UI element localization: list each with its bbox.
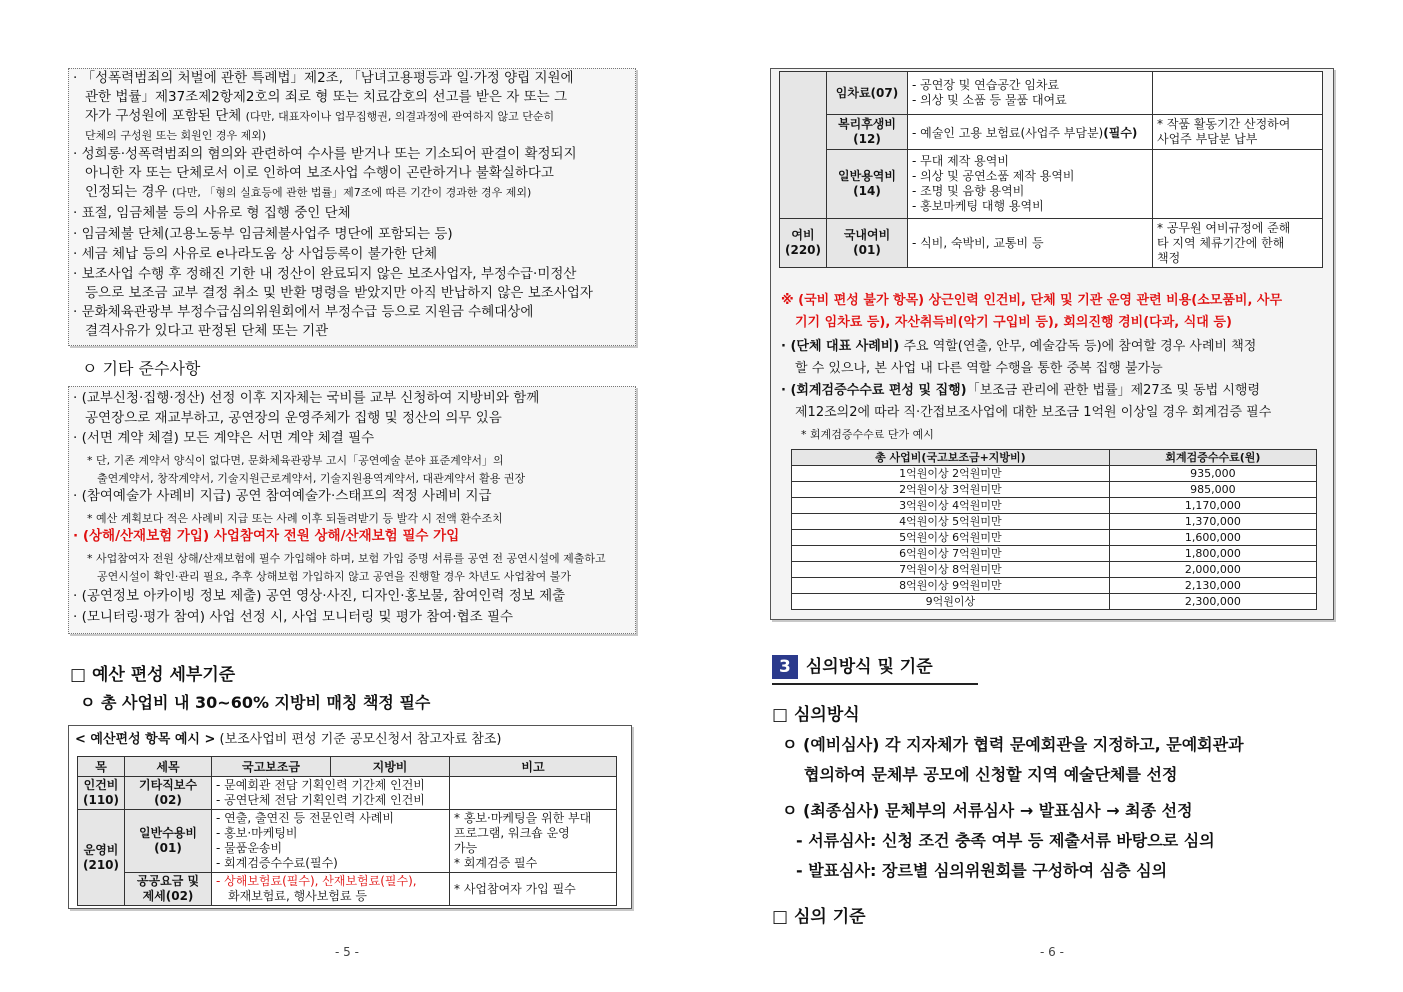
fee-range: 1억원이상 2억원미만 (792, 466, 1110, 482)
table-row (780, 72, 1323, 115)
desc-cell (908, 115, 1153, 150)
text-line: · 「성폭력범죄의 처벌에 관한 특례법」제2조, 「남녀고용평등과 일·가정 양립 지원에 (73, 70, 574, 86)
method-line: ㅇ (예비심사) 각 지자체가 협력 문예회관을 지정하고, 문예회관과 (782, 735, 1244, 754)
fee-row (792, 546, 1317, 562)
desc-bold: (필수) (1103, 125, 1138, 140)
fee-row (792, 466, 1317, 482)
text-line: 결격사유가 있다고 판정된 단체 또는 기관 (85, 323, 329, 339)
budget-table-box-cont (770, 68, 1334, 620)
fee-range: 6억원이상 7억원미만 (792, 546, 1110, 562)
table-row (78, 777, 617, 810)
item-cell: 기타직보수(02) (125, 777, 212, 810)
col-header: 지방비 (331, 757, 450, 777)
table-row (780, 115, 1323, 150)
fee-row (792, 530, 1317, 546)
fee-amount: 1,600,000 (1109, 530, 1316, 546)
fee-row (792, 594, 1317, 610)
text-line (781, 337, 1256, 356)
fee-range: 8억원이상 9억원미만 (792, 578, 1110, 594)
text-line: 관한 법률」제37조제2항제2호의 죄로 형 또는 치료감호의 선고를 받은 자 또는 그 (85, 89, 567, 105)
fee-amount: 1,800,000 (1109, 546, 1316, 562)
text-rest: 「보조금 관리에 관한 법률」제27조 및 동법 시행령 (966, 383, 1261, 398)
fee-amount: 2,130,000 (1109, 578, 1316, 594)
text-line: · (모니터링·평가 참여) 사업 선정 시, 사업 모니터링 및 평가 참여·협조 필수 (73, 609, 514, 625)
desc-cell (212, 873, 450, 906)
text-line: · (공연정보 아카이빙 정보 제출) 공연 영상·사진, 디자인·홍보물, 참여인력 정보 제출 (73, 588, 566, 604)
warning-line: ※ (국비 편성 불가 항목) 상근인력 인건비, 단체 및 기관 운영 관련 비용(소모품비, 사무 (781, 293, 1283, 308)
warning-line: 기기 임차료 등), 자산취득비(악기 구입비 등), 회의진행 경비(다과, 식대 등) (795, 315, 1232, 330)
budget-table (77, 756, 617, 906)
table-row (780, 219, 1323, 268)
method-line: - 발표심사: 장르별 심의위원회를 구성하여 심층 심의 (796, 861, 1168, 880)
item-cell: 공공요금 및 제세(02) (125, 873, 212, 906)
desc-cell: - 문예회관 전담 기획인력 기간제 인건비 - 공연단체 전담 기획인력 기간제 인건비 (212, 777, 450, 810)
text-span: 자가 구성원에 포함된 단체 (85, 108, 242, 124)
text-line: · (서면 계약 체결) 모든 계약은 서면 계약 체결 필수 (73, 430, 375, 446)
caption-bold: < 예산편성 항목 예시 > (75, 732, 216, 747)
text-line: 공연시설이 확인·관리 필요, 추후 상해보험 가입하지 않고 공연을 진행할 경우 차년도 사업참여 불가 (97, 570, 571, 583)
insurance-line: · (상해/산재보험 가입) 사업참여자 전원 상해/산재보험 필수 가입 (73, 528, 460, 544)
fee-range: 9억원이상 (792, 594, 1110, 610)
item-cell: 국내여비(01) (827, 219, 908, 268)
text-line: 등으로 보조금 교부 결정 취소 및 반환 명령을 받았지만 아직 반납하지 않은 보조사업자 (85, 285, 593, 301)
note-cell: * 공무원 여비규정에 준해 타 지역 체류기간에 한해 책정 (1153, 219, 1323, 268)
text-line: 출연계약서, 창작계약서, 기술지원근로계약서, 기술지원용역계약서, 대관계약서 활용 권장 (97, 472, 526, 485)
budget-subheading: ㅇ 총 사업비 내 30~60% 지방비 매칭 책정 필수 (80, 693, 431, 712)
fee-range: 3억원이상 4억원미만 (792, 498, 1110, 514)
fee-amount: 2,000,000 (1109, 562, 1316, 578)
method-line: ㅇ (최종심사) 문체부의 서류심사 → 발표심사 → 최종 선정 (782, 801, 1193, 820)
eligibility-box (68, 68, 636, 346)
fee-row (792, 482, 1317, 498)
fee-row (792, 562, 1317, 578)
fee-row (792, 578, 1317, 594)
fee-range: 4억원이상 5억원미만 (792, 514, 1110, 530)
fee-range: 5억원이상 6억원미만 (792, 530, 1110, 546)
section-title: 심의방식 및 기준 (805, 657, 933, 677)
caption-rest: (보조사업비 편성 기준 공모신청서 참고자료 참조) (215, 732, 502, 747)
small-note: (다만, 「형의 실효등에 관한 법률」제7조에 따른 기간이 경과한 경우 제외) (171, 186, 532, 199)
item-cell: 임차료(07) (827, 72, 908, 115)
text-line: * 예산 계획보다 적은 사례비 지급 또는 사례 이후 되돌려받기 등 발각 시 전액 환수조치 (87, 512, 503, 525)
text-line (85, 183, 531, 202)
fee-note: * 회계검증수수료 단가 예시 (801, 428, 934, 441)
desc-red: - 상해보험료(필수), 산재보험료(필수), (216, 874, 417, 888)
table-row (78, 873, 617, 906)
text-line: * 사업참여자 전원 상해/산재보험에 필수 가입해야 하며, 보험 가입 증명 서류를 공연 전 공연시설에 제출하고 (87, 552, 606, 565)
fee-range: 7억원이상 8억원미만 (792, 562, 1110, 578)
text-line (85, 107, 554, 126)
other-heading: ㅇ 기타 준수사항 (82, 359, 201, 378)
note-cell (1153, 150, 1323, 219)
fee-range: 2억원이상 3억원미만 (792, 482, 1110, 498)
note-cell (450, 777, 617, 810)
text-line (781, 381, 1260, 400)
text-line: · 문화체육관광부 부정수급심의위원회에서 부정수급 등으로 지원금 수혜대상에 (73, 304, 534, 320)
col-header: 국고보조금 (212, 757, 331, 777)
col-header: 비고 (450, 757, 617, 777)
text-line: * 단, 기존 계약서 양식이 없다면, 문화체육관광부 고시「공연예술 분야 표준계약서」의 (87, 454, 504, 467)
method-heading: □ 심의방식 (772, 705, 860, 725)
other-box (68, 386, 636, 634)
fee-amount: 1,170,000 (1109, 498, 1316, 514)
fee-row (792, 514, 1317, 530)
desc-text: - 예술인 고용 보험료(사업주 부담분) (912, 125, 1104, 140)
fee-amount: 935,000 (1109, 466, 1316, 482)
note-cell: * 사업참여자 가입 필수 (450, 873, 617, 906)
method-line: 협의하여 문체부 공모에 신청할 지역 예술단체를 선정 (804, 765, 1178, 784)
text-line: · (참여예술가 사례비 지급) 공연 참여예술가·스태프의 적정 사례비 지급 (73, 488, 492, 504)
category-cell (780, 72, 827, 219)
page-number: - 6 - (1040, 945, 1064, 959)
text-line: 단체의 구성원 또는 회원인 경우 제외) (85, 129, 267, 142)
method-line: - 서류심사: 신청 조건 충족 여부 등 제출서류 바탕으로 심의 (796, 831, 1215, 850)
fee-amount: 2,300,000 (1109, 594, 1316, 610)
desc-cell: - 공연장 및 연습공간 임차료 - 의상 및 소품 등 물품 대여료 (908, 72, 1153, 115)
budget-table-box (68, 725, 632, 909)
fee-amount: 985,000 (1109, 482, 1316, 498)
text-line: · 세금 체납 등의 사유로 e나라도움 상 사업등록이 불가한 단체 (73, 246, 438, 262)
text-rest: 주요 역할(연출, 안무, 예술감독 등)에 참여할 경우 사례비 책정 (899, 339, 1257, 354)
desc-rest: 화재보험료, 행사보험료 등 (228, 889, 367, 903)
text-line: · 보조사업 수행 후 정해진 기한 내 정산이 완료되지 않은 보조사업자, 부정수급·미정산 (73, 266, 577, 282)
table-caption (75, 730, 501, 749)
item-cell: 일반용역비(14) (827, 150, 908, 219)
desc-cell: - 무대 제작 용역비 - 의상 및 공연소품 제작 용역비 - 조명 및 음향 용역비 - 홍보마케팅 대행 용역비 (908, 150, 1153, 219)
text-line: 공연장으로 재교부하고, 공연장의 운영주체가 집행 및 정산의 의무 있음 (85, 410, 502, 426)
table-row (78, 810, 617, 873)
note-cell: * 홍보·마케팅을 위한 부대 프로그램, 워크숍 운영 가능 * 회계검증 필수 (450, 810, 617, 873)
fee-header: 회계검증수수료(원) (1109, 450, 1316, 466)
category-cell: 여비 (220) (780, 219, 827, 268)
small-note: (다만, 대표자이나 업무집행권, 의결과정에 관여하지 않고 단순히 (245, 110, 555, 123)
text-line: 할 수 있으나, 본 사업 내 다른 역할 수행을 통한 중복 집행 불가능 (795, 361, 1163, 376)
text-line: · 표절, 임금체불 등의 사유로 형 집행 중인 단체 (73, 205, 351, 221)
page-number: - 5 - (335, 945, 359, 959)
category-cell: 인건비 (110) (78, 777, 125, 810)
text-line: · (교부신청·집행·정산) 선정 이후 지자체는 국비를 교부 신청하여 지방비와 함께 (73, 390, 540, 406)
col-header: 목 (78, 757, 125, 777)
section-number: 3 (772, 655, 798, 679)
text-bold: · (단체 대표 사례비) (781, 339, 900, 354)
budget-table-cont (779, 71, 1323, 268)
text-bold: · (회계검증수수료 편성 및 집행) (781, 383, 967, 398)
desc-cell: - 연출, 출연진 등 전문인력 사례비 - 홍보·마케팅비 - 물품운송비 - 회계검증수수료(필수) (212, 810, 450, 873)
item-cell: 일반수용비(01) (125, 810, 212, 873)
item-cell: 복리후생비(12) (827, 115, 908, 150)
text-line: · 성희롱·성폭력범죄의 혐의와 관련하여 수사를 받거나 또는 기소되어 판결이 확정되지 (73, 146, 577, 162)
fee-row (792, 498, 1317, 514)
text-line: 아니한 자 또는 단체로서 이로 인하여 보조사업 수행이 곤란하거나 불확실하다고 (85, 165, 554, 181)
text-line: 제12조의2에 따라 직·간접보조사업에 대한 보조금 1억원 이상일 경우 회계검증 필수 (795, 405, 1272, 420)
note-cell (1153, 72, 1323, 115)
fee-header: 총 사업비(국고보조금+지방비) (792, 450, 1110, 466)
col-header: 세목 (125, 757, 212, 777)
section-title-bar (772, 652, 978, 685)
note-cell: * 작품 활동기간 산정하여 사업주 부담분 납부 (1153, 115, 1323, 150)
desc-cell: - 식비, 숙박비, 교통비 등 (908, 219, 1153, 268)
text-line: · 임금체불 단체(고용노동부 임금체불사업주 명단에 포함되는 등) (73, 226, 453, 242)
fee-amount: 1,370,000 (1109, 514, 1316, 530)
criteria-heading: □ 심의 기준 (772, 907, 866, 927)
category-cell: 운영비 (210) (78, 810, 125, 906)
table-row (780, 150, 1323, 219)
right-page (702, 0, 1403, 992)
text-span: 인정되는 경우 (85, 184, 168, 200)
fee-table (791, 449, 1317, 610)
budget-heading: □ 예산 편성 세부기준 (70, 665, 236, 685)
